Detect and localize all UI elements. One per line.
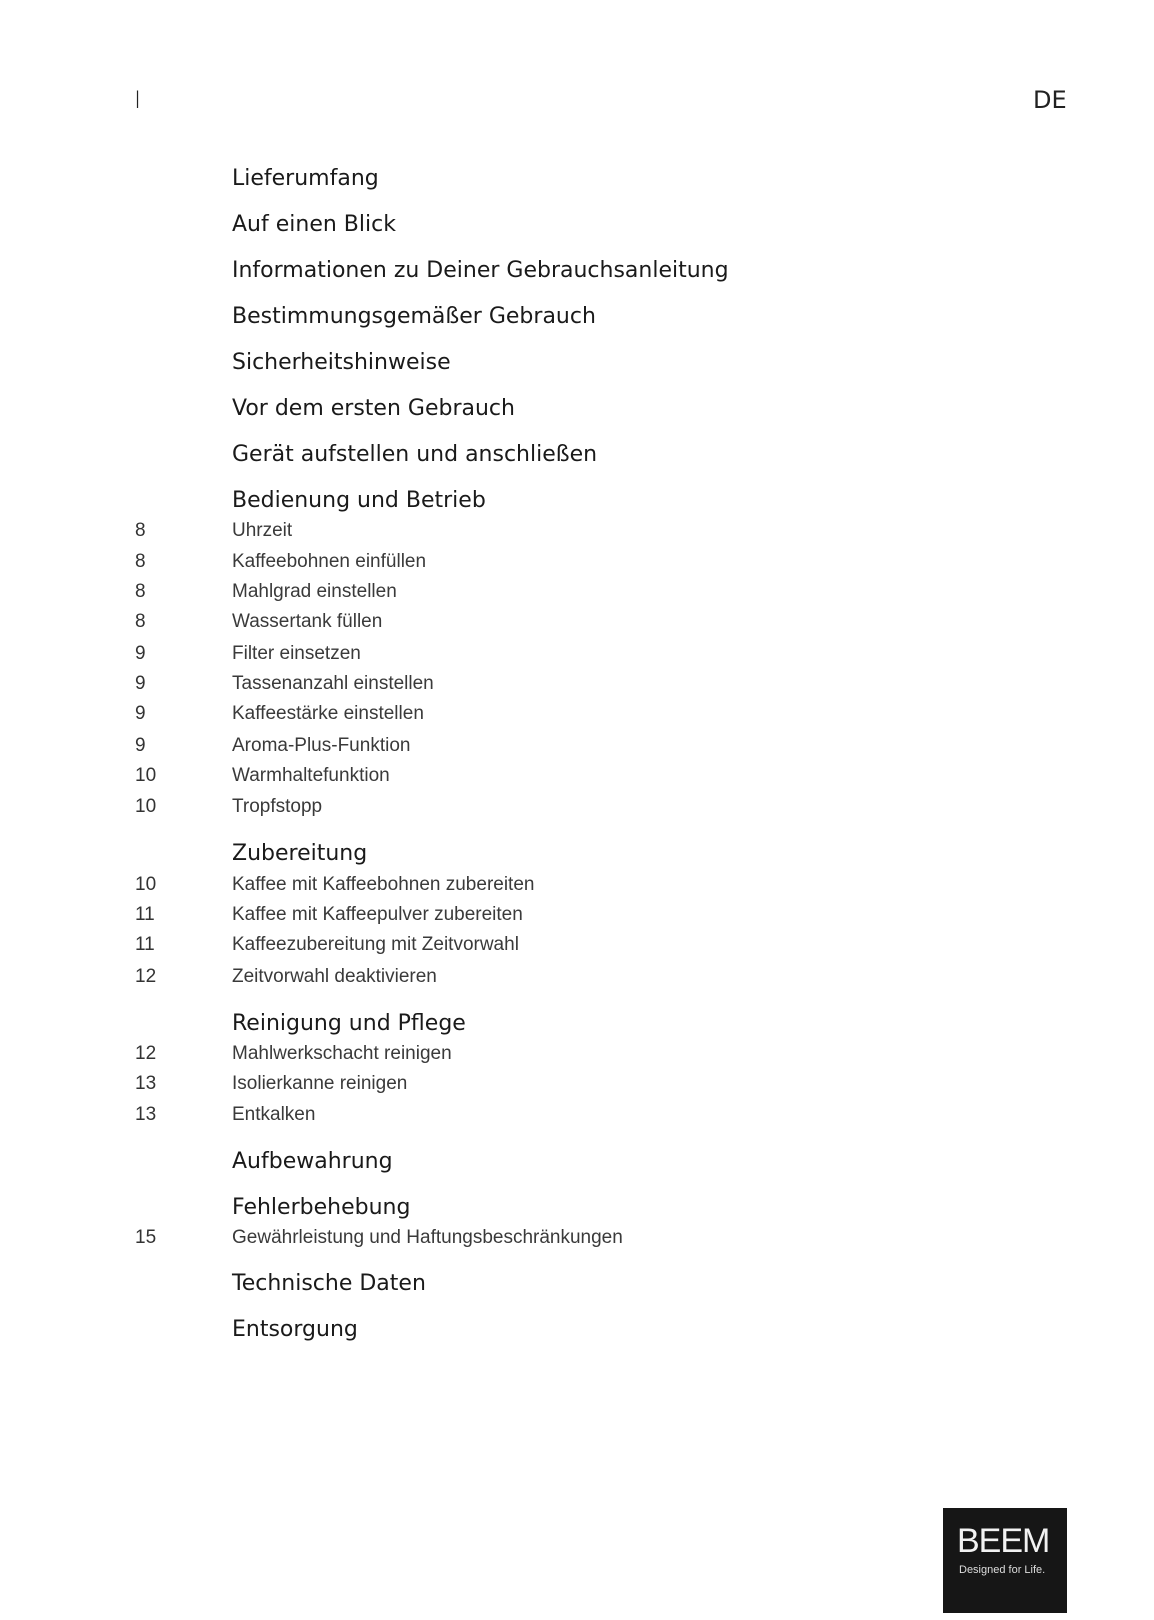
toc-heading: [0, 300, 1154, 330]
toc-title: Tropfstopp: [232, 796, 323, 817]
toc-heading: [0, 438, 1154, 468]
toc-title: Vor dem ersten Gebrauch: [232, 396, 515, 421]
logo-tagline: Designed for Life.: [959, 1564, 1046, 1576]
toc-title: Reinigung und Pflege: [232, 1011, 466, 1036]
toc-entry: [0, 1071, 1154, 1101]
toc-page-number: 8: [135, 581, 146, 602]
toc-entry: [0, 794, 1154, 824]
toc-entry: [0, 932, 1154, 962]
toc-entry: [0, 1102, 1154, 1132]
toc-entry: [0, 733, 1154, 763]
toc-entry: [0, 902, 1154, 932]
toc-title: Bestimmungsgemäßer Gebrauch: [232, 304, 596, 329]
toc-page-number: 10: [135, 796, 157, 817]
toc-title: Mahlwerkschacht reinigen: [232, 1043, 452, 1064]
toc-title: Tassenanzahl einstellen: [232, 673, 434, 694]
toc-page-number: 8: [135, 520, 146, 541]
toc-title: Warmhaltefunktion: [232, 765, 390, 786]
toc-title: Informationen zu Deiner Gebrauchsanleitung: [232, 258, 729, 283]
toc-page-number: 8: [135, 611, 146, 632]
toc-title: Uhrzeit: [232, 520, 293, 541]
toc-heading: [0, 1267, 1154, 1297]
toc-page-number: 12: [135, 966, 157, 987]
toc-page-number: 10: [135, 765, 157, 786]
toc-title: Technische Daten: [232, 1271, 426, 1296]
toc-entry: [0, 872, 1154, 902]
toc-entry: [0, 518, 1154, 548]
toc-title: Gerät aufstellen und anschließen: [232, 442, 598, 467]
toc-entry: [0, 1041, 1154, 1071]
toc-title: Kaffee mit Kaffeepulver zubereiten: [232, 904, 523, 925]
toc-entry: [0, 671, 1154, 701]
toc-title: Kaffeezubereitung mit Zeitvorwahl: [232, 934, 519, 955]
toc-title: Entkalken: [232, 1104, 316, 1125]
toc-title: Kaffeestärke einstellen: [232, 703, 424, 724]
toc-heading: [0, 208, 1154, 238]
toc-heading: [0, 1191, 1154, 1221]
toc-title: Zeitvorwahl deaktivieren: [232, 966, 437, 987]
toc-entry: [0, 641, 1154, 671]
toc-title: Kaffeebohnen einfüllen: [232, 551, 427, 572]
toc-heading: [0, 346, 1154, 376]
toc-title: Lieferumfang: [232, 166, 379, 191]
toc-title: Entsorgung: [232, 1317, 358, 1342]
toc-title: Wassertank füllen: [232, 611, 383, 632]
toc-title: Kaffee mit Kaffeebohnen zubereiten: [232, 874, 535, 895]
toc-page-number: 15: [135, 1227, 157, 1248]
toc-heading: [0, 1145, 1154, 1175]
language-label: DE: [1033, 86, 1067, 114]
logo-wordmark: BEEM: [957, 1522, 1050, 1560]
toc-entry: [0, 701, 1154, 731]
toc-title: Fehlerbehebung: [232, 1195, 411, 1220]
toc-page-number: 9: [135, 673, 146, 694]
toc-page-number: 11: [135, 904, 155, 925]
toc-heading: [0, 1007, 1154, 1037]
toc-heading: [0, 484, 1154, 514]
toc-title: Filter einsetzen: [232, 643, 361, 664]
toc-title: Sicherheitshinweise: [232, 350, 451, 375]
toc-title: Aroma-Plus-Funktion: [232, 735, 411, 756]
toc-heading: [0, 1313, 1154, 1343]
toc-page-number: 13: [135, 1104, 157, 1125]
toc-title: Mahlgrad einstellen: [232, 581, 397, 602]
toc-entry: [0, 579, 1154, 609]
toc-entry: [0, 1225, 1154, 1255]
toc-title: Zubereitung: [232, 841, 368, 866]
toc-heading: [0, 837, 1154, 867]
toc-title: Auf einen Blick: [232, 212, 396, 237]
brand-logo: [943, 1508, 1067, 1613]
toc-page-number: 9: [135, 735, 146, 756]
toc-heading: [0, 162, 1154, 192]
toc-heading: [0, 392, 1154, 422]
toc-entry: [0, 609, 1154, 639]
toc-page-number: 8: [135, 551, 146, 572]
toc-page-number: 9: [135, 703, 146, 724]
toc-page-number: 12: [135, 1043, 157, 1064]
toc-title: Gewährleistung und Haftungsbeschränkungen: [232, 1227, 623, 1248]
toc-page-number: 11: [135, 934, 155, 955]
toc-title: Bedienung und Betrieb: [232, 488, 486, 513]
toc-page-number: 9: [135, 643, 146, 664]
page-number: I: [134, 86, 142, 114]
toc-page-number: 13: [135, 1073, 157, 1094]
toc-heading: [0, 254, 1154, 284]
toc-title: Aufbewahrung: [232, 1149, 393, 1174]
toc-title: Isolierkanne reinigen: [232, 1073, 408, 1094]
toc-entry: [0, 964, 1154, 994]
toc-page-number: 10: [135, 874, 157, 895]
toc-entry: [0, 763, 1154, 793]
toc-entry: [0, 549, 1154, 579]
